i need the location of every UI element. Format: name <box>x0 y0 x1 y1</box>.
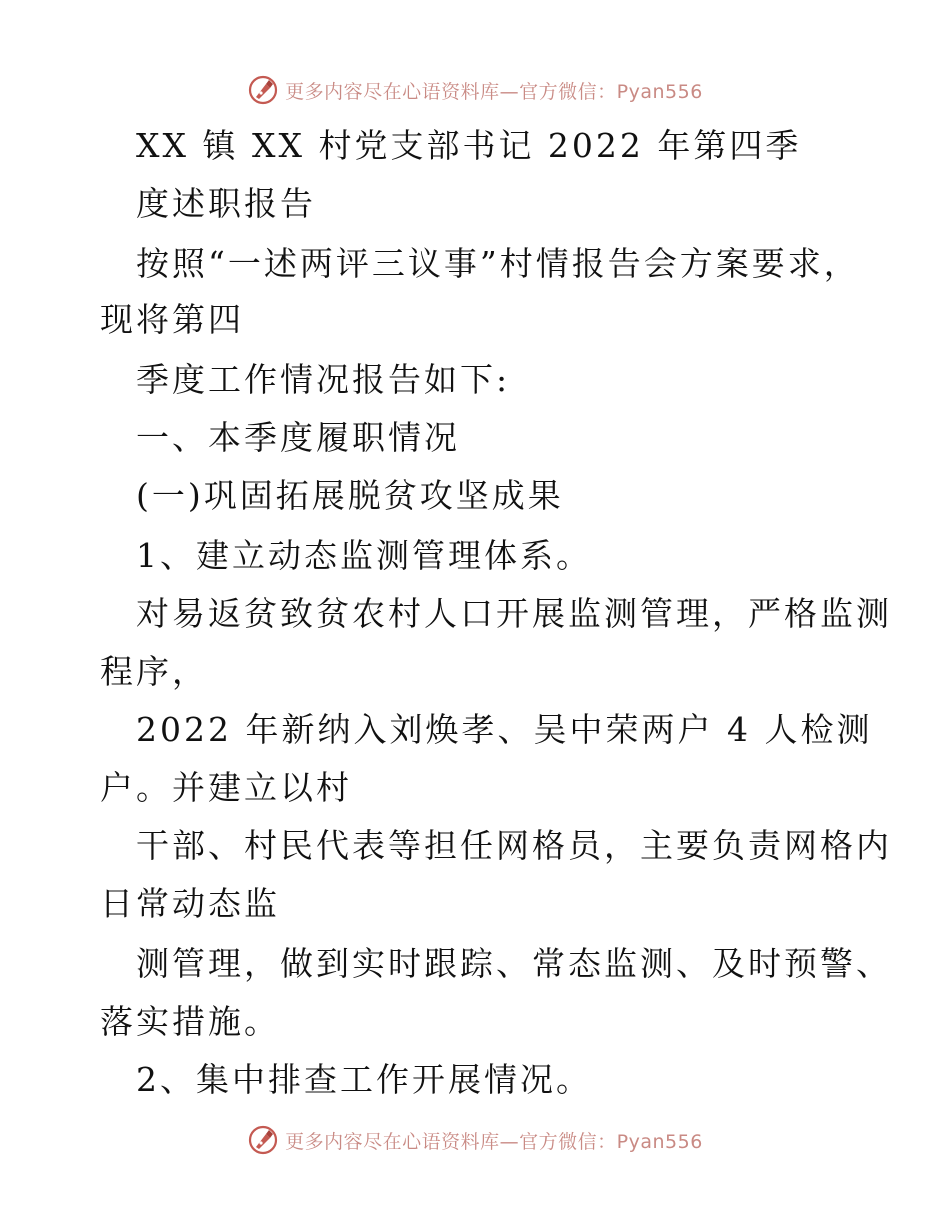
pen-nib-circle-icon <box>247 74 279 106</box>
doc-line: 2、集中排查工作开展情况。 <box>136 1060 592 1099</box>
doc-line: 一、本季度履职情况 <box>136 418 460 457</box>
doc-line: 2022 年新纳入刘焕孝、吴中荣两户 4 人检测 <box>136 710 873 749</box>
doc-line: 对易返贫致贫农村人口开展监测管理，严格监测 <box>136 594 892 633</box>
pen-nib-circle-icon <box>247 1124 279 1156</box>
watermark-footer <box>0 1120 950 1160</box>
doc-line: 户。并建立以村 <box>100 768 352 807</box>
doc-line: 干部、村民代表等担任网格员，主要负责网格内 <box>136 826 892 865</box>
doc-line: 季度工作情况报告如下: <box>136 360 511 399</box>
watermark-text: 更多内容尽在心语资料库—官方微信：Pyan556 <box>285 80 703 103</box>
doc-line: 落实措施。 <box>100 1002 280 1041</box>
doc-line: 按照“一述两评三议事”村情报告会方案要求， <box>136 244 860 283</box>
watermark-text: 更多内容尽在心语资料库—官方微信：Pyan556 <box>285 1130 703 1153</box>
doc-line: 程序， <box>100 652 208 691</box>
doc-line: 测管理，做到实时跟踪、常态监测、及时预警、 <box>136 944 892 983</box>
doc-line: 日常动态监 <box>100 884 280 923</box>
doc-line: (一)巩固拓展脱贫攻坚成果 <box>136 476 564 515</box>
doc-line: 现将第四 <box>100 300 244 339</box>
watermark-header <box>0 70 950 110</box>
doc-line: 度述职报告 <box>136 184 316 223</box>
doc-line: 1、建立动态监测管理体系。 <box>136 536 592 575</box>
doc-line: XX 镇 XX 村党支部书记 2022 年第四季 <box>136 126 802 165</box>
